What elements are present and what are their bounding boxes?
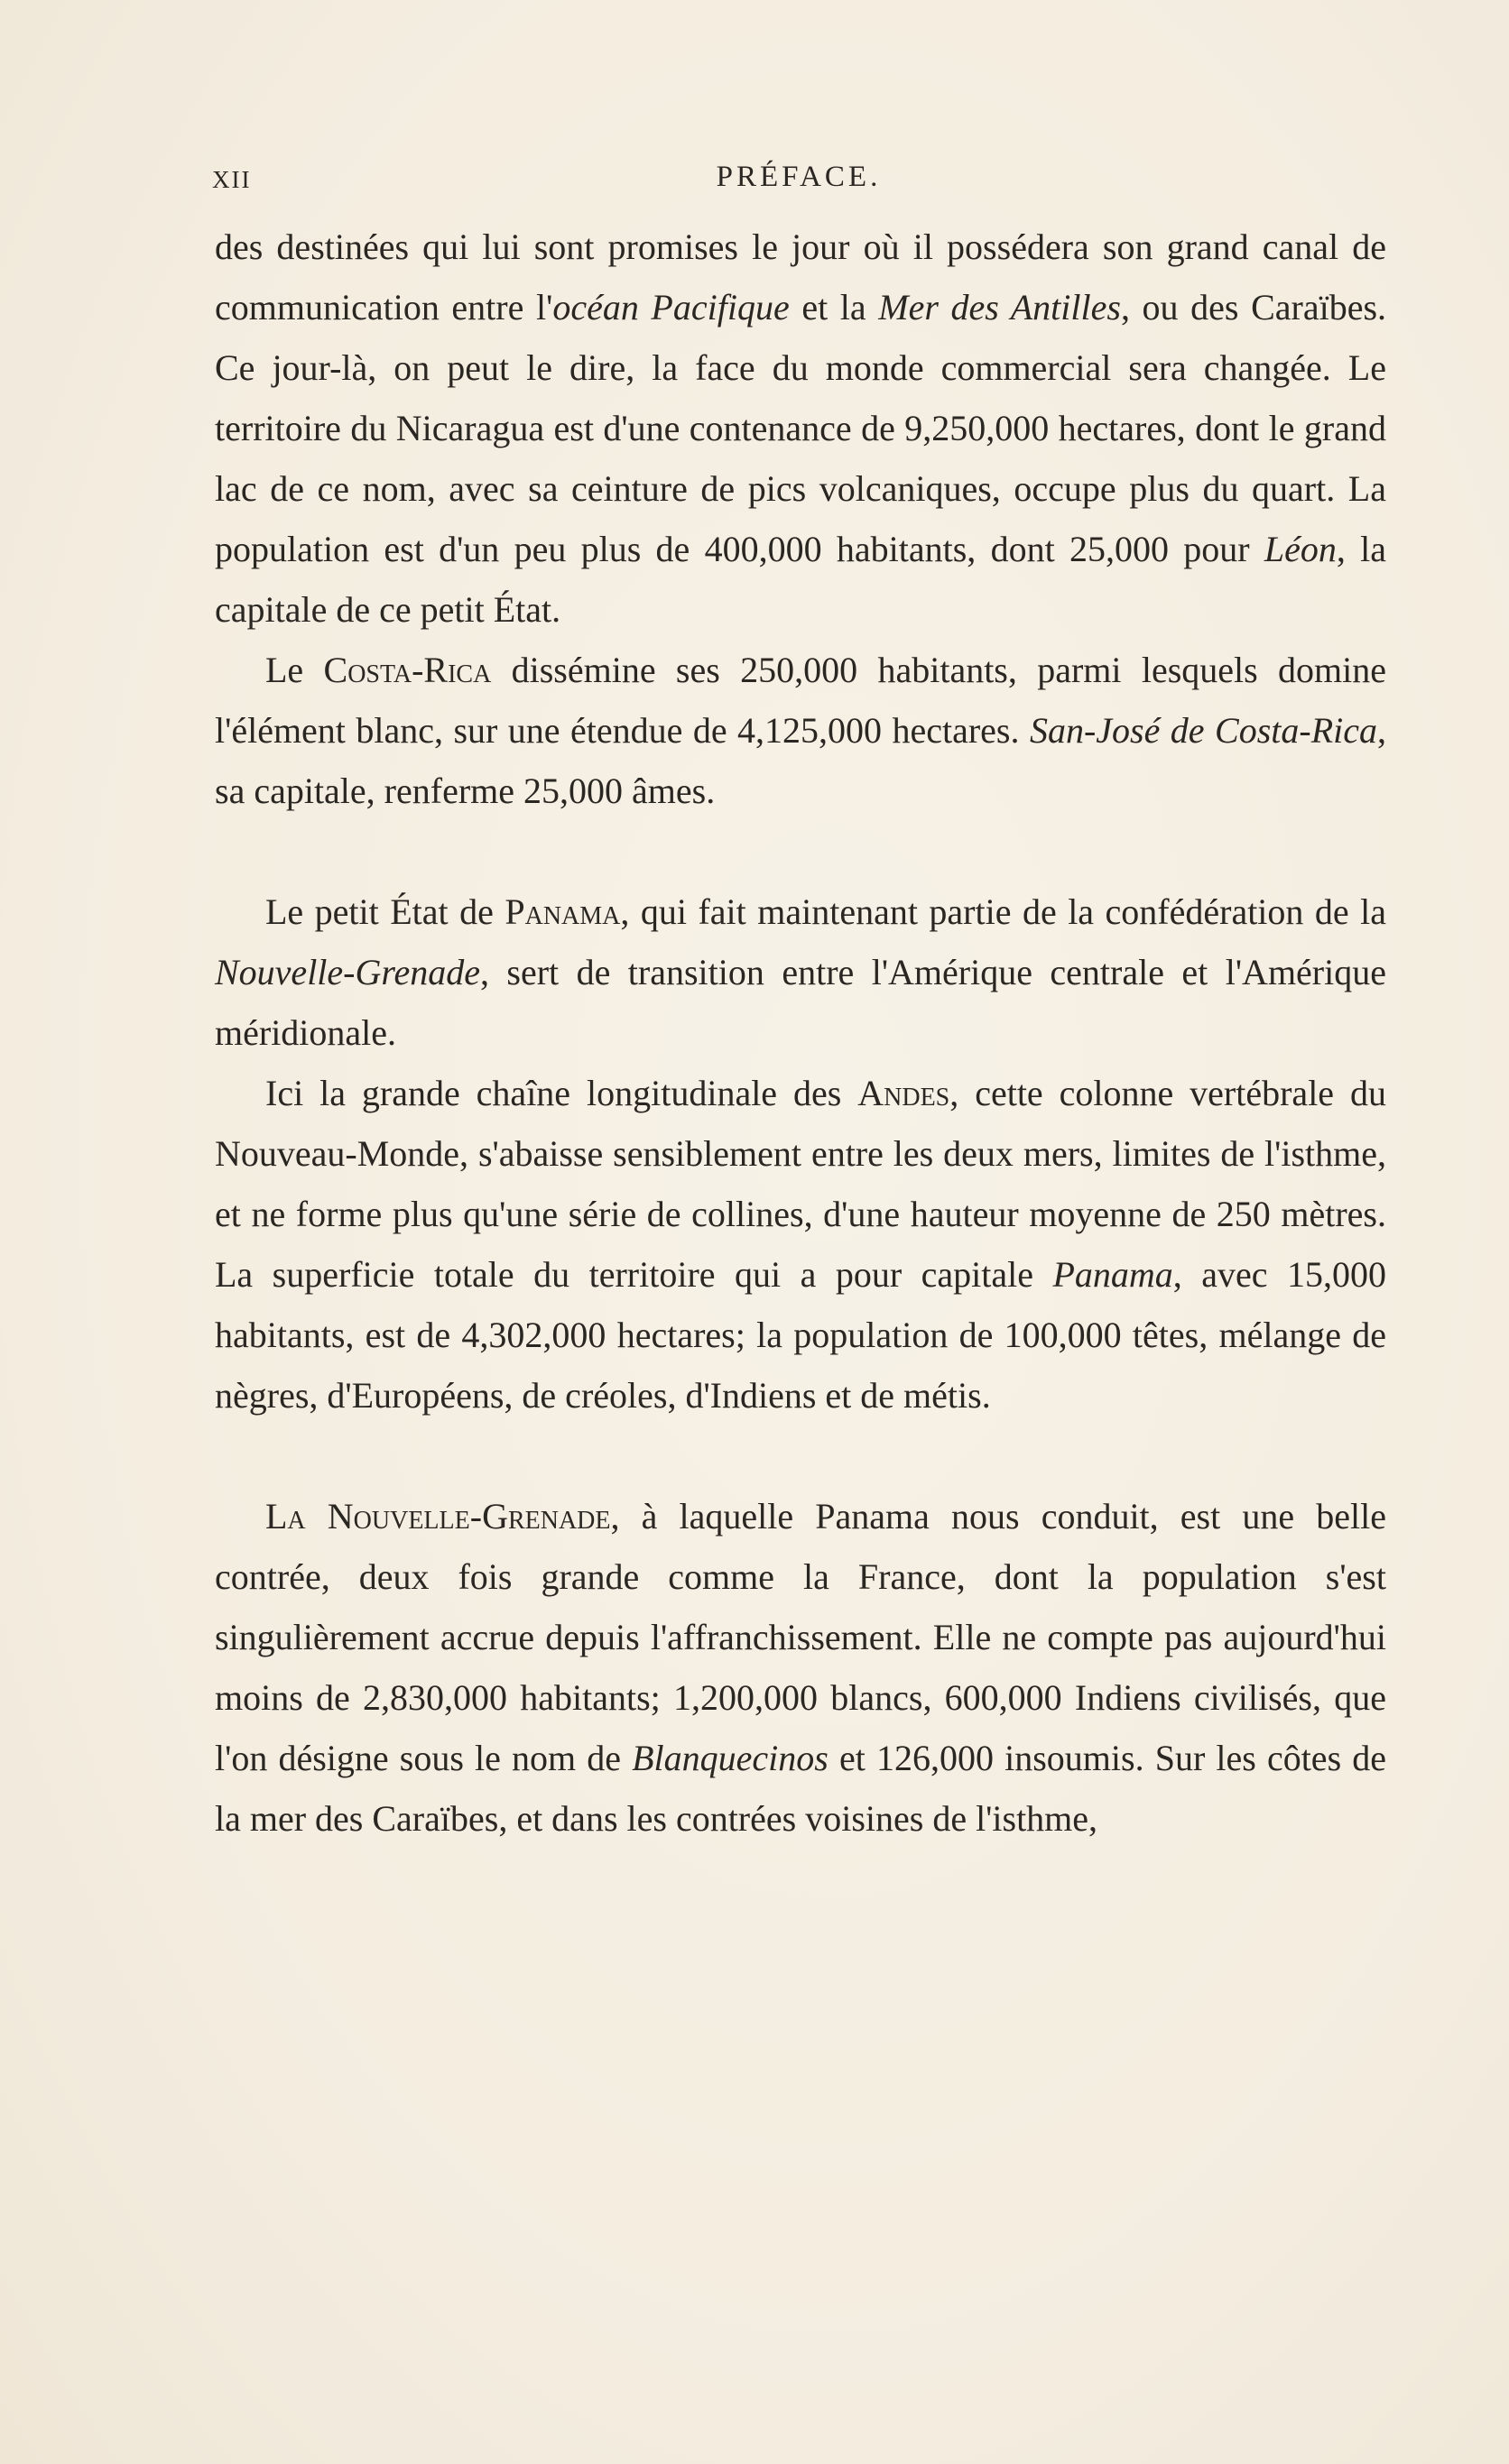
paragraph-3 [215,881,1386,1063]
italic-text: Panama [1052,1254,1173,1295]
small-caps-text: La Nouvelle-Grenade [265,1496,611,1537]
text-run: , sa capitale, renferme 25,000 âmes. [215,710,1386,811]
text-run: , la capitale de ce petit État. [215,529,1386,630]
paragraph-1 [215,217,1386,640]
text-run: des destinées qui lui sont promises le jour où il possédera son grand canal de communication entre l' [215,226,1386,328]
text-run: , sert de transition entre l'Amérique centrale et l'Amérique méridionale. [215,952,1386,1053]
paragraph-5 [215,1486,1386,1849]
italic-text: Mer des Antilles [878,287,1121,328]
text-run: Ici la grande chaîne longitudinale des [265,1073,858,1113]
text-run: Le [265,650,324,690]
paragraph-2 [215,640,1386,821]
text-run: et 126,000 insoumis. Sur les côtes de la mer des Caraïbes, et dans les contrées voisines de l'isthme, [215,1738,1387,1839]
italic-text: Blanquecinos [632,1738,829,1778]
small-caps-text: Costa-Rica [323,650,492,690]
running-head [212,161,1385,206]
text-run: , à laquelle Panama nous conduit, est une belle contrée, deux fois grande comme la France, dont la population s'est singulièrement accrue depuis l'affranchissement. Elle ne compte pas aujourd'hui moins de 2,830,000 habitants; 1,200,000 blancs, 600,000 Indiens civilisés, que l'on désigne sous le nom de [215,1496,1386,1778]
text-run: Le petit État de [265,891,505,932]
text-run: , ou des Caraïbes. Ce jour-là, on peut le dire, la face du monde commercial sera changée. Le territoire du Nicaragua est d'une contenance de 9,250,000 hectares, dont le grand lac de ce nom, avec sa ceinture de pics volcaniques, occupe plus du quart. La population est d'un peu plus de 400,000 habitants, dont 25,000 pour [215,287,1387,569]
paragraph-4 [215,1063,1386,1426]
text-run: , qui fait maintenant partie de la confédération de la [620,891,1386,932]
page-number: XII [212,166,252,193]
italic-text: Nouvelle-Grenade [215,952,480,992]
italic-text: San-José de Costa-Rica [1029,710,1377,751]
running-title: PRÉFACE. [716,161,882,193]
italic-text: Léon [1264,529,1337,569]
text-run: dissémine ses 250,000 habitants, parmi lesquels domine l'élément blanc, sur une étendue de 4,125,000 hectares. [215,650,1386,751]
small-caps-text: Andes [857,1073,950,1113]
italic-text: océan Pacifique [552,287,790,328]
text-run: , cette colonne vertébrale du Nouveau-Monde, s'abaisse sensiblement entre les deux mers, limites de l'isthme, et ne forme plus qu'une série de collines, d'une hauteur moyenne de 250 mètres. La superficie totale du territoire qui a pour capitale [215,1073,1386,1295]
text-run: , avec 15,000 habitants, est de 4,302,000 hectares; la population de 100,000 têtes, mélange de nègres, d'Européens, de créoles, d'Indiens et de métis. [215,1254,1386,1416]
body-text [215,217,1386,1849]
small-caps-text: Panama [505,891,621,932]
text-run: et la [789,287,879,328]
